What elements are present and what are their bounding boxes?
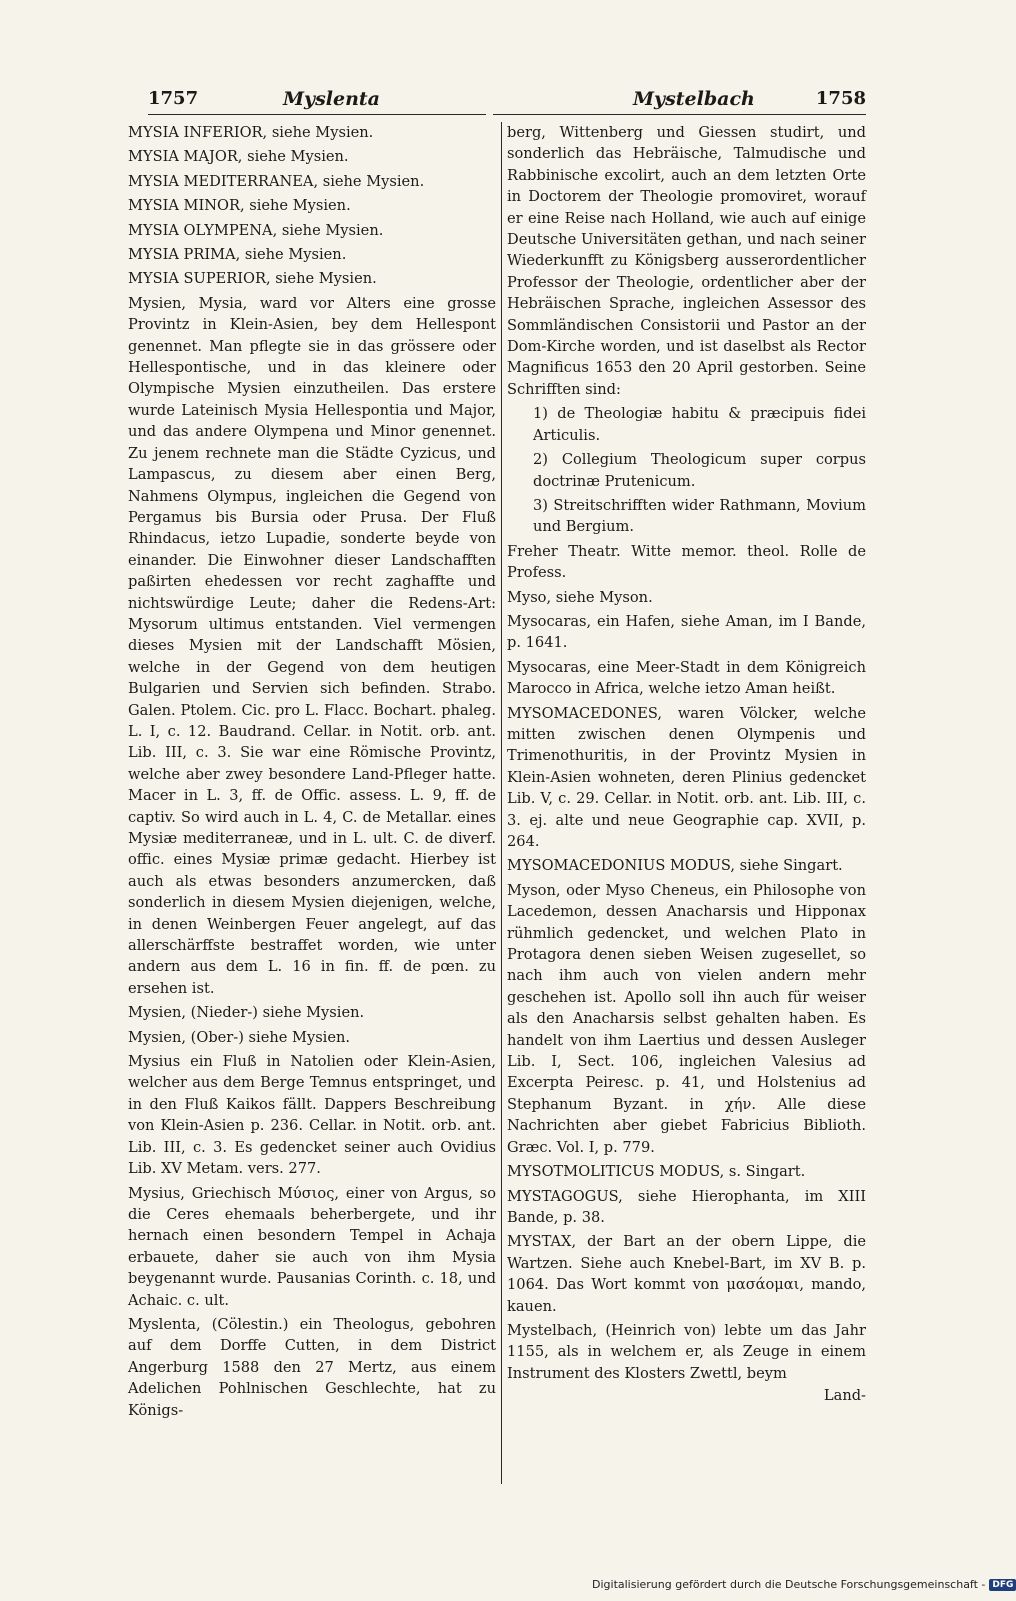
running-title-right: Mystelbach: [633, 88, 755, 110]
page-number-left: 1757: [148, 88, 199, 109]
page-header: [148, 88, 866, 118]
lemma-entry: MYSIA OLYMPENA, siehe Mysien.: [128, 221, 384, 239]
lemma-entry: MYSOMACEDONIUS MODUS, siehe Singart.: [507, 857, 843, 875]
column-divider: [501, 122, 502, 1484]
lemma-entry: MYSOTMOLITICUS MODUS, s. Singart.: [507, 1163, 806, 1181]
article-paragraph: Mysocaras, ein Hafen, siehe Aman, im I Bande, p. 1641.: [507, 612, 866, 652]
article-paragraph: MYSTAX, der Bart an der obern Lippe, die Wartzen. Siehe auch Knebel-Bart, im XV B. p. 1064. Das Wort kommt von μασάομαι, mando, kauen.: [507, 1233, 866, 1315]
article-paragraph: Freher Theatr. Witte memor. theol. Rolle de Profess.: [507, 542, 866, 582]
header-rule-left: [148, 114, 486, 115]
article-paragraph: Mysocaras, eine Meer-Stadt in dem Königreich Marocco in Africa, welche ietzo Aman heißt.: [507, 658, 866, 698]
article-paragraph: Mysius, Griechisch Μύσιος, einer von Argus, so die Ceres ehemaals beherbergete, und ihr hernach einen besondern Tempel in Achaja erbauete, daher sie auch von ihm Mysia beygenannt wurde. Pausanias Corinth. c. 18, und Achaic. c. ult.: [128, 1184, 496, 1309]
lemma-entry: MYSTAGOGUS, siehe Hierophanta, im XIII Bande, p. 38.: [507, 1187, 866, 1226]
article-paragraph: Mysius ein Fluß in Natolien oder Klein-Asien, welcher aus dem Berge Temnus entspringet, und in den Fluß Kaikos fällt. Dappers Beschreibung von Klein-Asien p. 236. Cellar. in Notit. orb. ant. Lib. III, c. 3. Es gedencket seiner auch Ovidius Lib. XV Metam. vers. 277.: [128, 1053, 496, 1178]
page-number-right: 1758: [815, 88, 866, 109]
lemma-entry: MYSIA INFERIOR, siehe Mysien.: [128, 124, 374, 141]
header-rule-right: [493, 114, 866, 115]
article-paragraph: MYSOMACEDONES, waren Völcker, welche mitten zwischen denen Olympenis und Trimenothuritis, in der Provintz Mysien in Klein-Asien wohneten, deren Plinius gedencket Lib. V, c. 29. Cellar. in Notit. orb. ant. Lib. III, c. 3. ej. alte und neue Geographie cap. XVII, p. 264.: [507, 704, 866, 850]
right-column: [507, 122, 866, 1410]
lemma-entry: MYSIA MINOR, siehe Mysien.: [128, 197, 351, 215]
article-paragraph: Mysien, Mysia, ward vor Alters eine grosse Provintz in Klein-Asien, bey dem Hellespont genennet. Man pflegte sie in das grössere oder Hellespontische, und in das kleinere oder Olympische Mysien einzutheilen. Das erstere wurde Lateinisch Mysia Hellespontia und Major, und das andere Olympena und Minor genennet. Zu jenem rechnete man die Städte Cyzicus, und Lampascus, zu diesem aber einen Berg, Nahmens Olympus, ingleichen die Gegend von Pergamus bis Bursia oder Prusa. Der Fluß Rhindacus, ietzo Lupadie, sonderte beyde von einander. Die Einwohner dieser Landschafften paßirten ehedessen vor recht zaghaffte und nichtswürdige Leute; daher die Redens-Art: Mysorum ultimus entstanden. Viel vermengen dieses Mysien mit der Landschafft Mösien, welche in der Gegend von dem heutigen Bulgarien und Servien sich befinden. Strabo. Galen. Ptolem. Cic. pro L. Flacc. Bochart. phaleg. L. I, c. 12. Baudrand. Cellar. in Notit. orb. ant. Lib. III, c. 3. Sie war eine Römische Provintz, welche aber zwey besondere Land-Pfleger hatte. Macer in L. 3, ff. de Offic. assess. L. 9, ff. de captiv. So wird auch in L. 4, C. de Metallar. eines Mysiæ mediterraneæ, und in L. ult. C. de diverf. offic. eines Mysiæ primæ gedacht. Hierbey ist auch als etwas besonders anzumercken, daß sonderlich in diesem Mysien diejenigen, welche, in denen Weinbergen Feuer angelegt, auf das allerschärffste bestraffet worden, wie unter andern aus dem L. 16 in fin. ff. de pœn. zu ersehen ist.: [128, 294, 496, 997]
left-column: [128, 122, 496, 1424]
bibliography-item: 2) Collegium Theologicum super corpus doctrinæ Prutenicum.: [533, 451, 866, 490]
lemma-entry: Myso, siehe Myson.: [507, 588, 653, 606]
footer: [592, 1578, 1016, 1591]
article-paragraph: Myslenta, (Cölestin.) ein Theologus, gebohren auf dem Dorffe Cutten, in dem District Angerburg 1588 den 27 Mertz, aus einem Adelichen Pohlnischen Geschlechte, hat zu Königs-: [128, 1315, 496, 1419]
lemma-entry: MYSIA MAJOR, siehe Mysien.: [128, 148, 349, 166]
lemma-entry: Mysien, (Ober-) siehe Mysien.: [128, 1028, 351, 1046]
dfg-logo: DFG: [989, 1579, 1016, 1591]
article-paragraph: Mystelbach, (Heinrich von) lebte um das Jahr 1155, als in welchem er, als Zeuge in einem Instrument des Klosters Zwettl, beym: [507, 1321, 866, 1382]
bibliography-item: 3) Streitschrifften wider Rathmann, Movium und Bergium.: [533, 496, 866, 536]
lemma-entry: MYSIA PRIMA, siehe Mysien.: [128, 246, 347, 264]
lemma-entry: Mysien, (Nieder-) siehe Mysien.: [128, 1004, 365, 1022]
article-paragraph: Myson, oder Myso Cheneus, ein Philosophe von Lacedemon, dessen Anacharsis und Hipponax rühmlich gedencket, und welchen Plato in Protagora denen sieben Weisen zugesellet, so nach ihm auch von vielen andern mehr geschehen ist. Apollo soll ihn auch für weiser als den Anacharsis selbst gehalten haben. Es handelt von ihm Laertius und dessen Ausleger Lib. I, Sect. 106, ingleichen Valesius ad Excerpta Peiresc. p. 41, und Holstenius ad Stephanum Byzant. in χήν. Alle diese Nachrichten aber giebet Fabricius Biblioth. Græc. Vol. I, p. 779.: [507, 881, 866, 1156]
lemma-entry: MYSIA MEDITERRANEA, siehe Mysien.: [128, 172, 425, 190]
bibliography-item: 1) de Theologiæ habitu & præcipuis fidei Articulis.: [533, 405, 866, 444]
footer-credit: Digitalisierung gefördert durch die Deutsche Forschungsgemeinschaft -: [592, 1578, 986, 1591]
running-title-left: Myslenta: [283, 88, 380, 110]
catchword: Land-: [823, 1387, 866, 1405]
article-paragraph: berg, Wittenberg und Giessen studirt, und sonderlich das Hebräische, Talmudische und Rabbinische excolirt, auch an dem letzten Orte in Doctorem der Theologie promoviret, worauf er eine Reise nach Holland, wie auch auf einige Deutsche Universitäten gethan, und nach seiner Wiederkunfft zu Königsberg ausserordentlicher Professor der Theologie, ordentlicher aber der Hebräischen Sprache, ingleichen Assessor des Sommländischen Consistorii und Pastor an der Dom-Kirche worden, und ist daselbst als Rector Magnificus 1653 den 20 April gestorben. Seine Schrifften sind:: [507, 124, 866, 398]
lemma-entry: MYSIA SUPERIOR, siehe Mysien.: [128, 270, 377, 288]
